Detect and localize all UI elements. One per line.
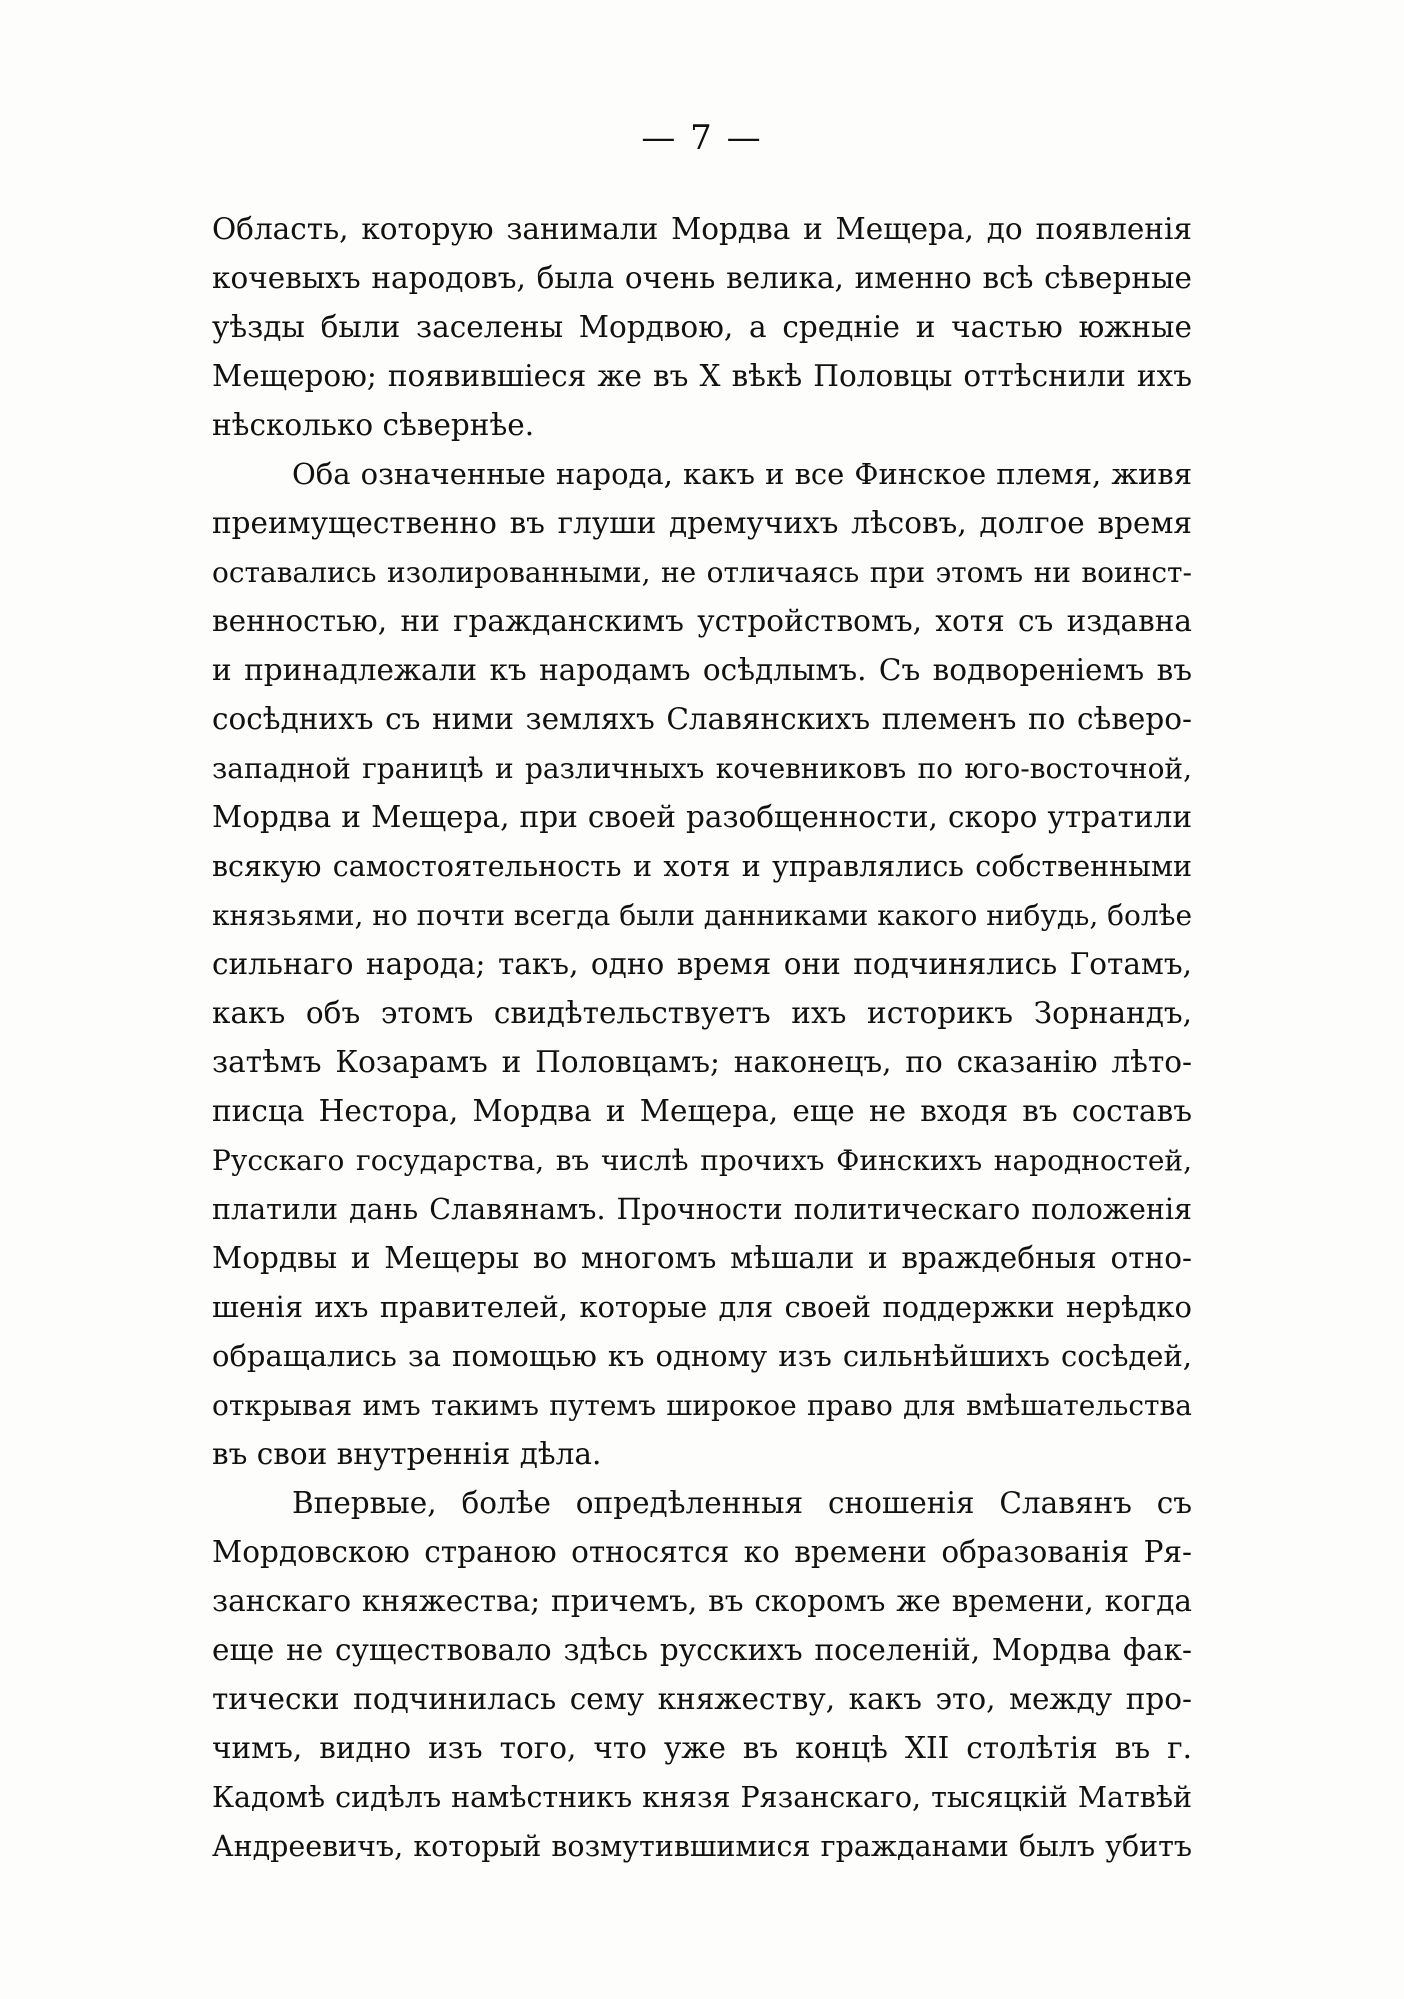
text-line: нѣсколько сѣвернѣе.	[212, 408, 535, 442]
text-line: чимъ, видно изъ того, что уже въ концѣ XII столѣтія въ г.	[212, 1731, 1192, 1765]
text-line: сильнаго народа; такъ, одно время они подчинялись Готамъ,	[212, 947, 1192, 981]
text-line: и принадлежали къ народамъ осѣдлымъ. Съ водвореніемъ въ	[212, 653, 1192, 687]
text-line: писца Нестора, Мордва и Мещера, еще не входя въ составъ	[212, 1094, 1192, 1128]
text-line: Андреевичъ, который возмутившимися гражданами былъ убитъ	[212, 1830, 1192, 1863]
text-line: затѣмъ Козарамъ и Половцамъ; наконецъ, по сказанію лѣто-	[212, 1045, 1192, 1079]
text-line: Русскаго государства, въ числѣ прочихъ Финскихъ народностей,	[212, 1144, 1192, 1177]
text-line: открывая имъ такимъ путемъ широкое право для вмѣшательства	[212, 1389, 1192, 1422]
text-line: Кадомѣ сидѣлъ намѣстникъ князя Рязанскаго, тысяцкій Матвѣй	[212, 1781, 1192, 1814]
text-line: шенія ихъ правителей, которые для своей поддержки нерѣдко	[212, 1290, 1192, 1324]
text-line: Мещерою; появившіеся же въ X вѣкѣ Половцы оттѣснили ихъ	[212, 359, 1192, 393]
text-line: сосѣднихъ съ ними земляхъ Славянскихъ племенъ по сѣверо-	[212, 702, 1192, 736]
text-line: оставались изолированными, не отличаясь при этомъ ни воинст-	[212, 556, 1192, 589]
text-line: еще не существовало здѣсь русскихъ поселеній, Мордва фак-	[212, 1633, 1192, 1667]
text-line: обращались за помощью къ одному изъ сильнѣйшихъ сосѣдей,	[212, 1339, 1192, 1373]
text-line: преимущественно въ глуши дремучихъ лѣсовъ, долгое время	[212, 506, 1192, 540]
text-line: венностью, ни гражданскимъ устройствомъ, хотя съ издавна	[212, 604, 1192, 638]
text-line: всякую самостоятельность и хотя и управлялись собственными	[212, 850, 1192, 883]
text-line: Впервые, болѣе опредѣленныя сношенія Славянъ съ	[292, 1486, 1192, 1520]
text-line: Оба означенные народа, какъ и все Финское племя, живя	[292, 457, 1192, 491]
text-line: въ свои внутреннія дѣла.	[212, 1437, 602, 1471]
text-line: какъ объ этомъ свидѣтельствуетъ ихъ историкъ Зорнандъ,	[212, 996, 1192, 1030]
text-line: Область, которую занимали Мордва и Мещера, до появленія	[212, 212, 1192, 246]
text-line: Мордовскою страною относятся ко времени образованія Ря-	[212, 1535, 1192, 1569]
body-text	[212, 205, 1192, 1871]
text-line: тически подчинилась сему княжеству, какъ это, между про-	[212, 1682, 1192, 1716]
text-line: уѣзды были заселены Мордвою, а средніе и частью южные	[212, 310, 1192, 344]
text-line: западной границѣ и различныхъ кочевниковъ по юго-восточной,	[212, 752, 1192, 785]
text-line: князьями, но почти всегда были данниками какого нибудь, болѣе	[212, 899, 1193, 932]
text-line: Мордвы и Мещеры во многомъ мѣшали и враждебныя отно-	[212, 1241, 1192, 1275]
text-line: Мордва и Мещера, при своей разобщенности, скоро утратили	[212, 800, 1192, 834]
text-line: платили дань Славянамъ. Прочности политическаго положенія	[212, 1193, 1192, 1226]
page-number: — 7 —	[641, 118, 763, 158]
text-line: кочевыхъ народовъ, была очень велика, именно всѣ сѣверные	[212, 261, 1192, 295]
text-line: занскаго княжества; причемъ, въ скоромъ же времени, когда	[212, 1584, 1192, 1618]
